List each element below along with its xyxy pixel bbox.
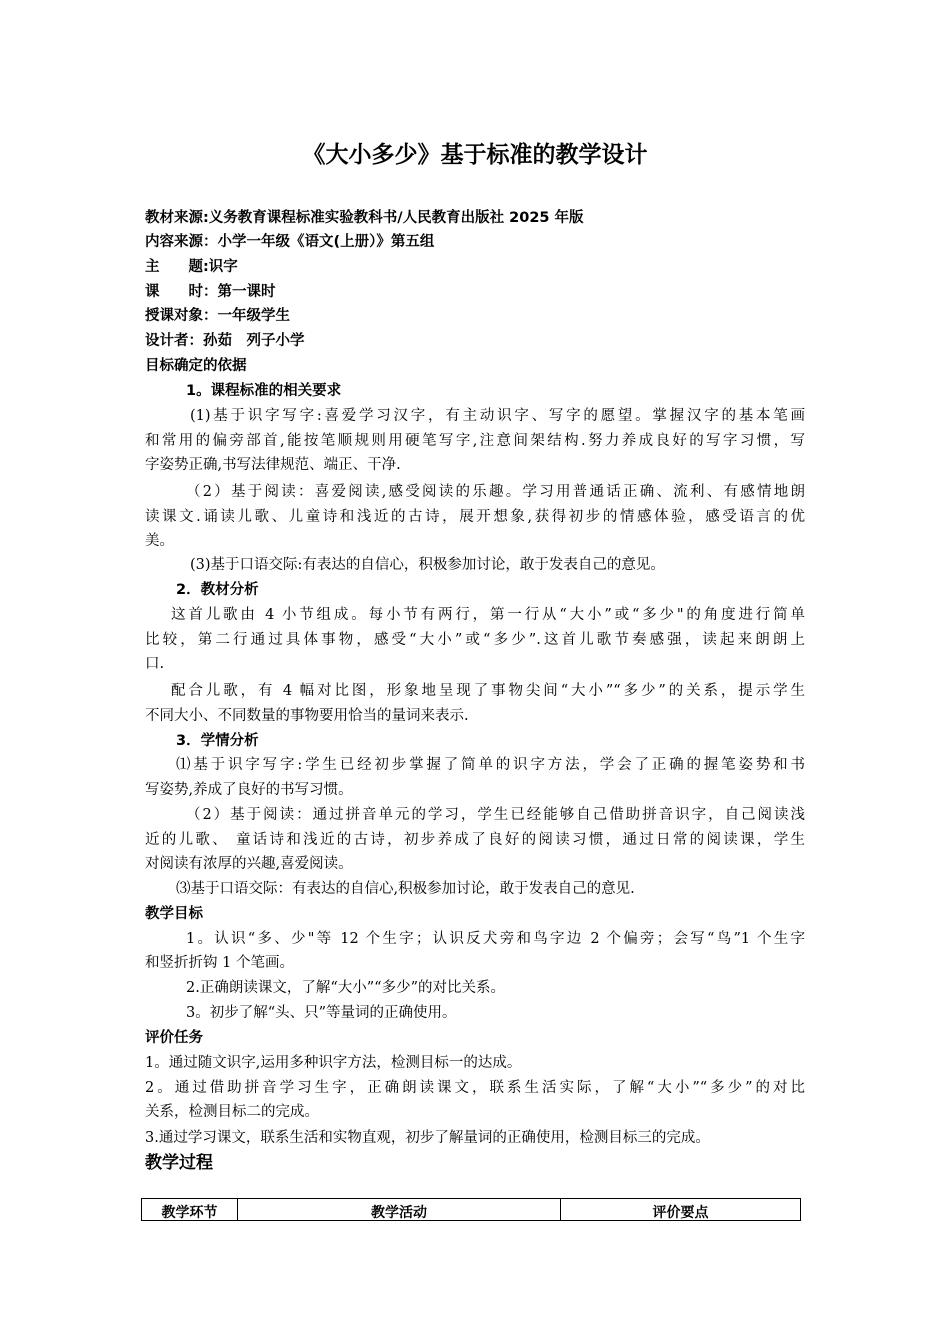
s3-p2-line3: 对阅读有浓厚的兴趣,喜爱阅读。: [145, 856, 353, 872]
section-3-heading: 3．学情分析: [176, 733, 259, 749]
evaluation-2-line1: 2。通过借助拼音学习生字，正确朗读课文，联系生活实际，了解“大小”“多少”的对比: [145, 1080, 805, 1096]
evaluation-heading: 评价任务: [145, 1030, 203, 1046]
process-heading: 教学过程: [145, 1153, 213, 1173]
objective-1-line1: 1。认识“多、少"等 12 个生字；认识反犬旁和鸟字边 2 个偏旁；会写“鸟”1 个生字: [186, 931, 805, 947]
s3-p2-line2: 近的儿歌、 童话诗和浅近的古诗，初步养成了良好的阅读习惯，通过日常的阅读课，学生: [145, 832, 805, 848]
s1-p1-line1: (1)基于识字写字:喜爱学习汉字，有主动识字、写字的愿望。掌握汉字的基本笔画: [190, 408, 805, 424]
s2-p1-line3: 口.: [145, 656, 165, 672]
evaluation-1: 1。通过随文识字,运用多种识字方法，检测目标一的达成。: [145, 1055, 522, 1071]
page-bottom-margin: [130, 1226, 830, 1266]
section-1-heading: 1。课程标准的相关要求: [186, 383, 342, 399]
objective-3: 3。初步了解“头、只”等量词的正确使用。: [186, 1005, 457, 1021]
s2-p2-line2: 不同大小、不同数量的事物要用恰当的量词来表示.: [145, 708, 469, 724]
meta-topic: 主 题:识字: [145, 259, 238, 275]
page-title: 《大小多少》基于标准的教学设计: [302, 142, 648, 168]
meta-source: 教材来源:义务教育课程标准实验教科书/人民教育出版社 2025 年版: [145, 210, 584, 226]
s3-p1-line1: ⑴基于识字写字:学生已经初步掌握了简单的识字方法，学会了正确的握笔姿势和书: [176, 757, 805, 773]
evaluation-3: 3.通过学习课文，联系生活和实物直观，初步了解量词的正确使用，检测目标三的完成。: [145, 1130, 710, 1146]
s1-p2-line1: （2）基于阅读：喜爱阅读,感受阅读的乐趣。学习用普通话正确、流利、有感情地朗: [186, 484, 805, 500]
objective-2: 2.正确朗读课文，了解“大小”“多少”的对比关系。: [186, 980, 505, 996]
s1-p3: (3)基于口语交际:有表达的自信心，积极参加讨论，敢于发表自己的意见。: [190, 557, 665, 573]
s2-p1-line1: 这首儿歌由 4 小节组成。每小节有两行，第一行从“大小”或“多少"的角度进行简单: [171, 607, 805, 623]
s1-p1-line3: 字姿势正确,书写法律规范、端正、干净.: [145, 457, 401, 473]
s1-p1-line2: 和常用的偏旁部首,能按笔顺规则用硬笔写字,注意间架结构.努力养成良好的写字习惯，写: [145, 433, 805, 449]
s3-p2-line1: （2）基于阅读：通过拼音单元的学习，学生已经能够自己借助拼音识字，自己阅读浅: [186, 807, 805, 823]
process-table: [141, 1198, 801, 1221]
basis-heading: 目标确定的依据: [145, 358, 247, 374]
s1-p2-line3: 美。: [145, 533, 174, 549]
meta-period: 课 时：第一课时: [145, 284, 276, 300]
s1-p2-line2: 读课文.诵读儿歌、儿童诗和浅近的古诗，展开想象,获得初步的情感体验，感受语言的优: [145, 509, 805, 525]
evaluation-2-line2: 关系，检测目标二的完成。: [145, 1104, 319, 1120]
s3-p3: ⑶基于口语交际：有表达的自信心,积极参加讨论，敢于发表自己的意见.: [176, 881, 635, 897]
s2-p1-line2: 比较，第二行通过具体事物，感受“大小”或“多少”.这首儿歌节奏感强，读起来朗朗上: [145, 632, 805, 648]
objectives-heading: 教学目标: [145, 906, 203, 922]
column-header-evaluation: 评价要点: [561, 1199, 801, 1221]
column-header-activity: 教学活动: [238, 1199, 561, 1221]
process-table-header-row: [142, 1199, 801, 1221]
meta-audience: 授课对象：一年级学生: [145, 308, 290, 324]
section-2-heading: 2．教材分析: [176, 582, 259, 598]
meta-designer: 设计者：孙茹 列子小学: [145, 333, 305, 349]
objective-1-line2: 和竖折折钩 1 个笔画。: [145, 955, 294, 971]
s2-p2-line1: 配合儿歌，有 4 幅对比图，形象地呈现了事物尖间“大小”“多少”的关系，提示学生: [171, 683, 805, 699]
column-header-stage: 教学环节: [142, 1199, 238, 1221]
s3-p1-line2: 写姿势,养成了良好的书写习惯。: [145, 782, 353, 798]
meta-content: 内容来源：小学一年级《语文(上册）》第五组: [145, 234, 435, 250]
